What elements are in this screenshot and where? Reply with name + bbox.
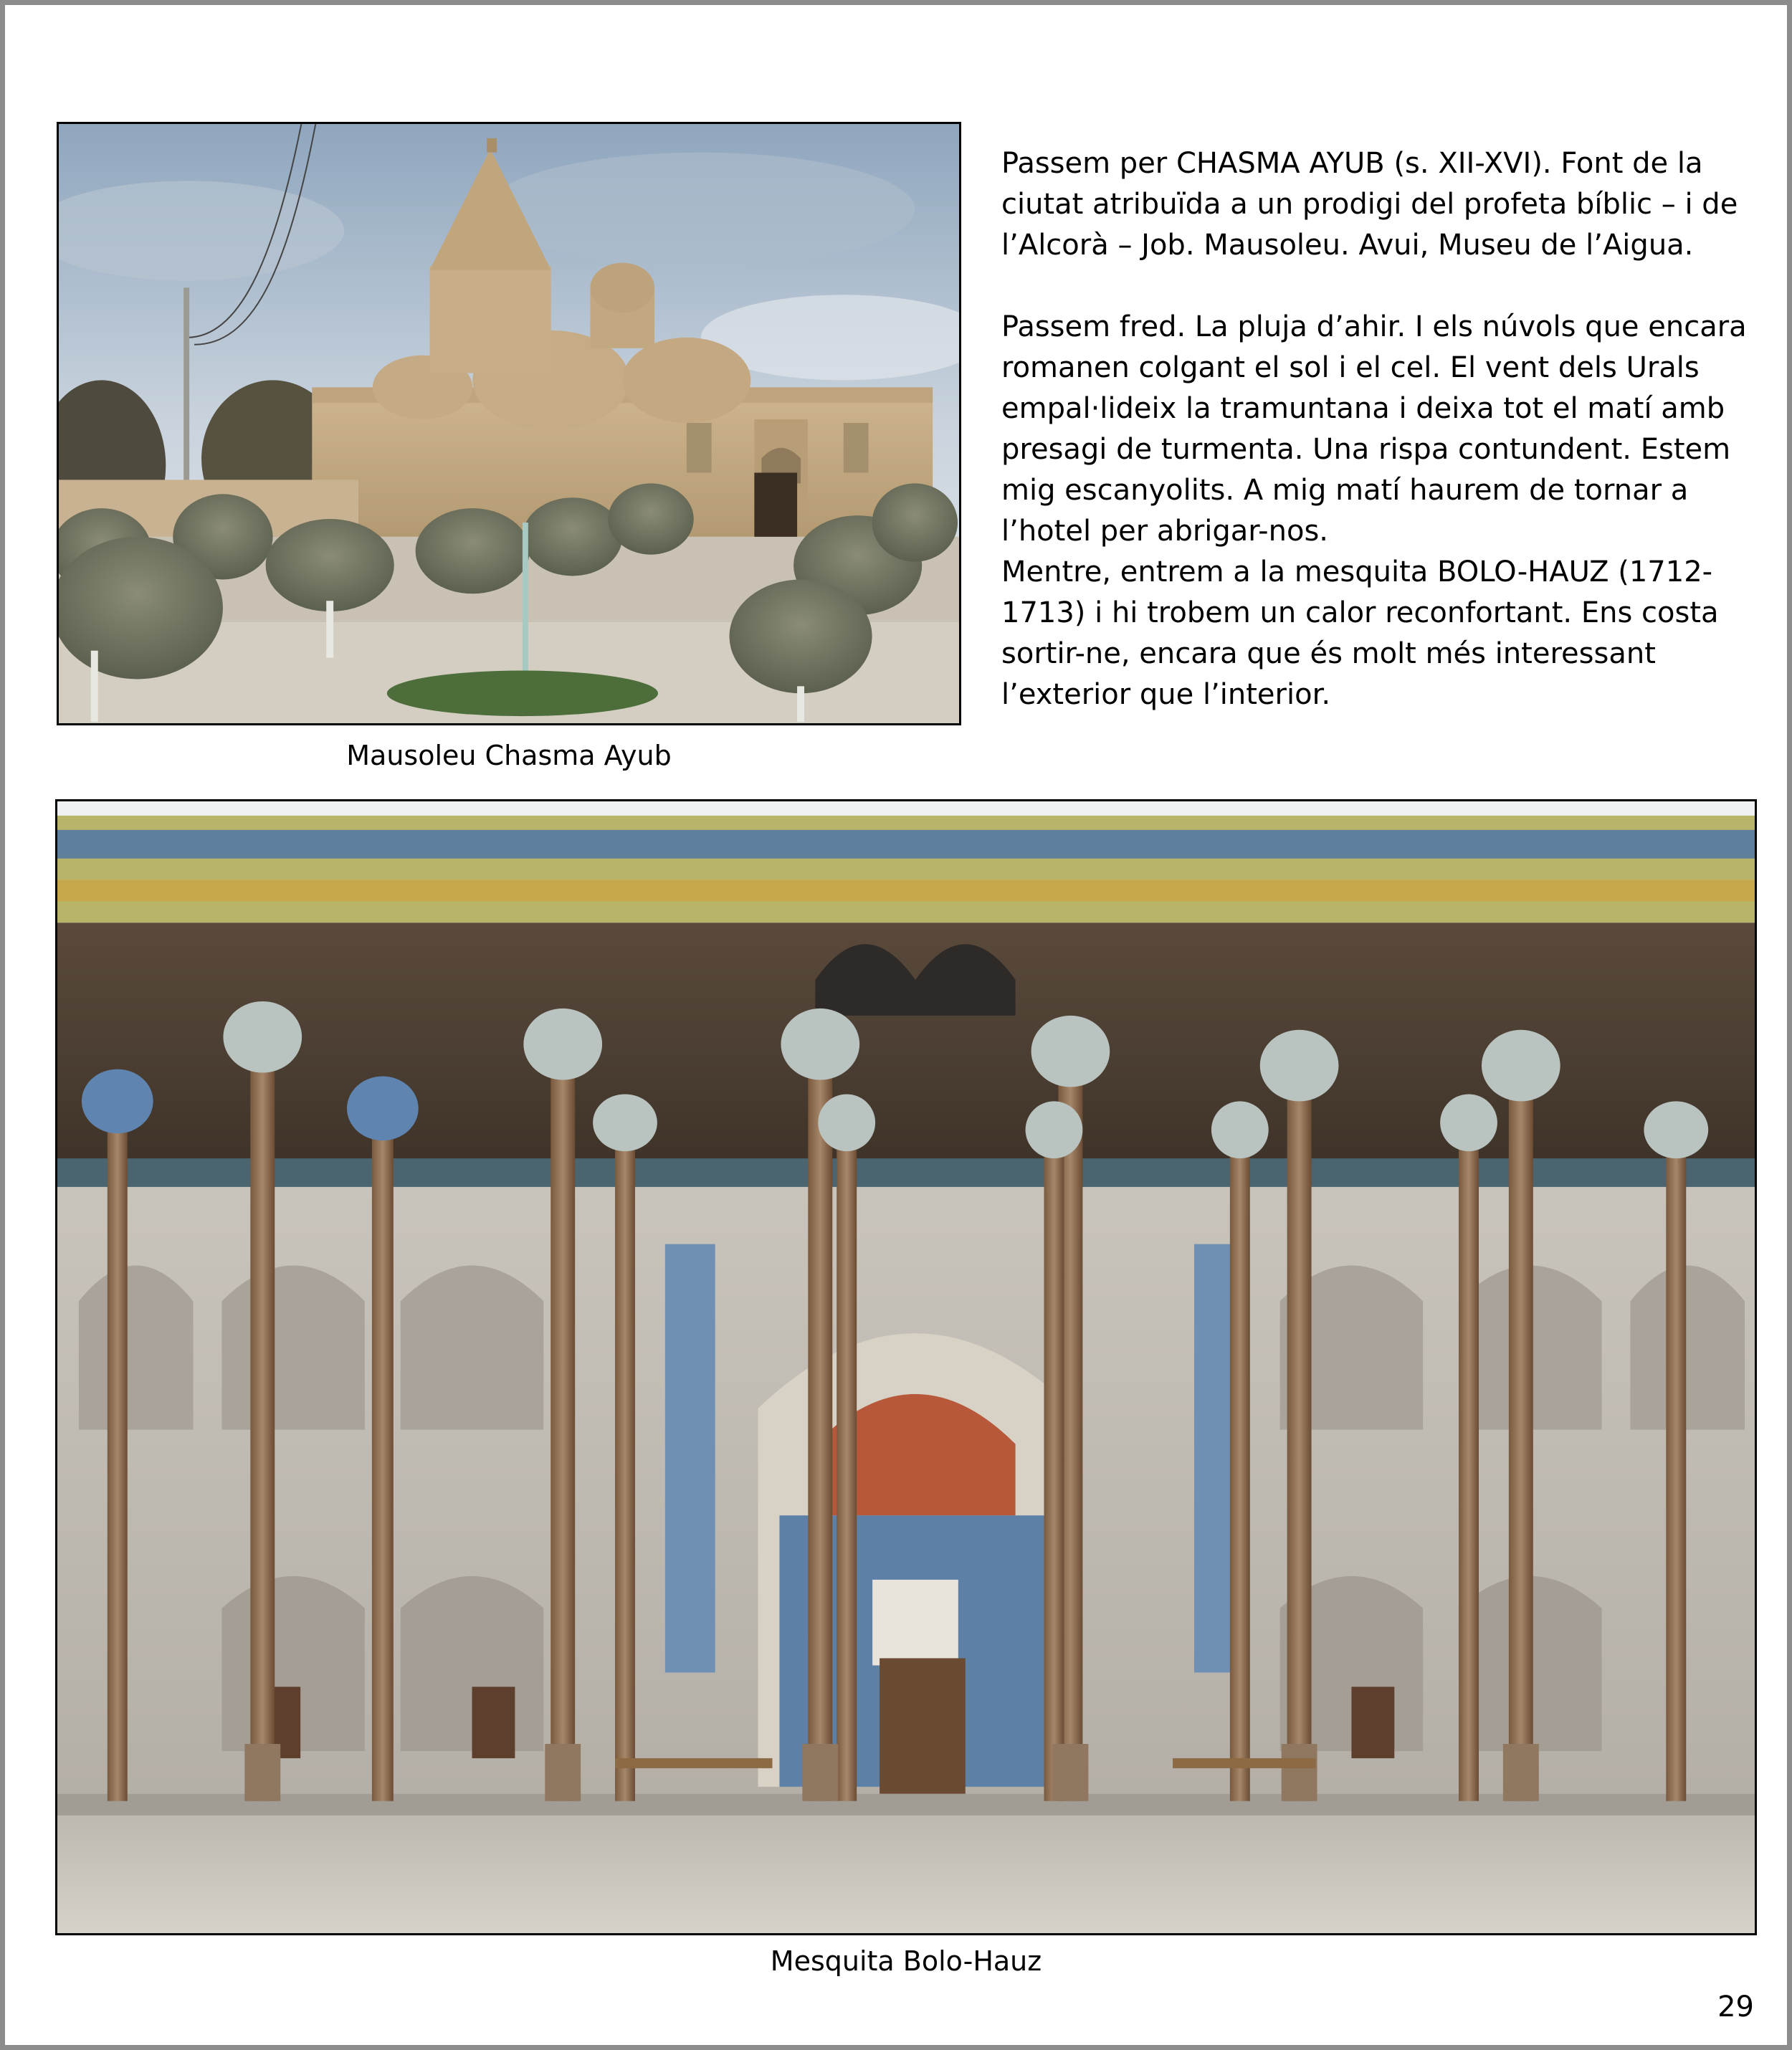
page-number: 29 (1717, 1991, 1754, 2023)
photo-mosque-bolo-hauz (55, 799, 1757, 1935)
body-text (1001, 143, 1768, 715)
paragraph-bolo-hauz: Mentre, entrem a la mesquita BOLO-HAUZ (1712-1713) i hi trobem un calor reconfortant. Ens costa sortir-ne, encara que és molt més interessant l’exterior que l’interior. (1001, 556, 1719, 711)
caption-mausoleum: Mausoleu Chasma Ayub (346, 740, 672, 771)
paragraph-chasma-ayub: Passem per CHASMA AYUB (s. XII-XVI). Font de la ciutat atribuïda a un prodigi del profeta bíblic – i de l’Alcorà – Job. Mausoleu. Avui, Museu de l’Aigua. (1001, 147, 1738, 262)
caption-mosque: Mesquita Bolo-Hauz (770, 1945, 1042, 1977)
mausoleum-illustration (59, 124, 959, 723)
photo-mausoleum-chasma-ayub (57, 122, 961, 725)
paragraph-spacer (1001, 266, 1768, 307)
paragraph-cold-weather: Passem fred. La pluja d’ahir. I els núvols que encara romanen colgant el sol i el cel. El vent dels Urals empal·lideix la tramuntana i deixa tot el matí amb presagi de turmenta. Una rispa contundent. Estem mig escanyolits. A mig matí haurem de tornar a l’hotel per abrigar-nos. (1001, 310, 1747, 548)
mosque-illustration (57, 801, 1755, 1933)
